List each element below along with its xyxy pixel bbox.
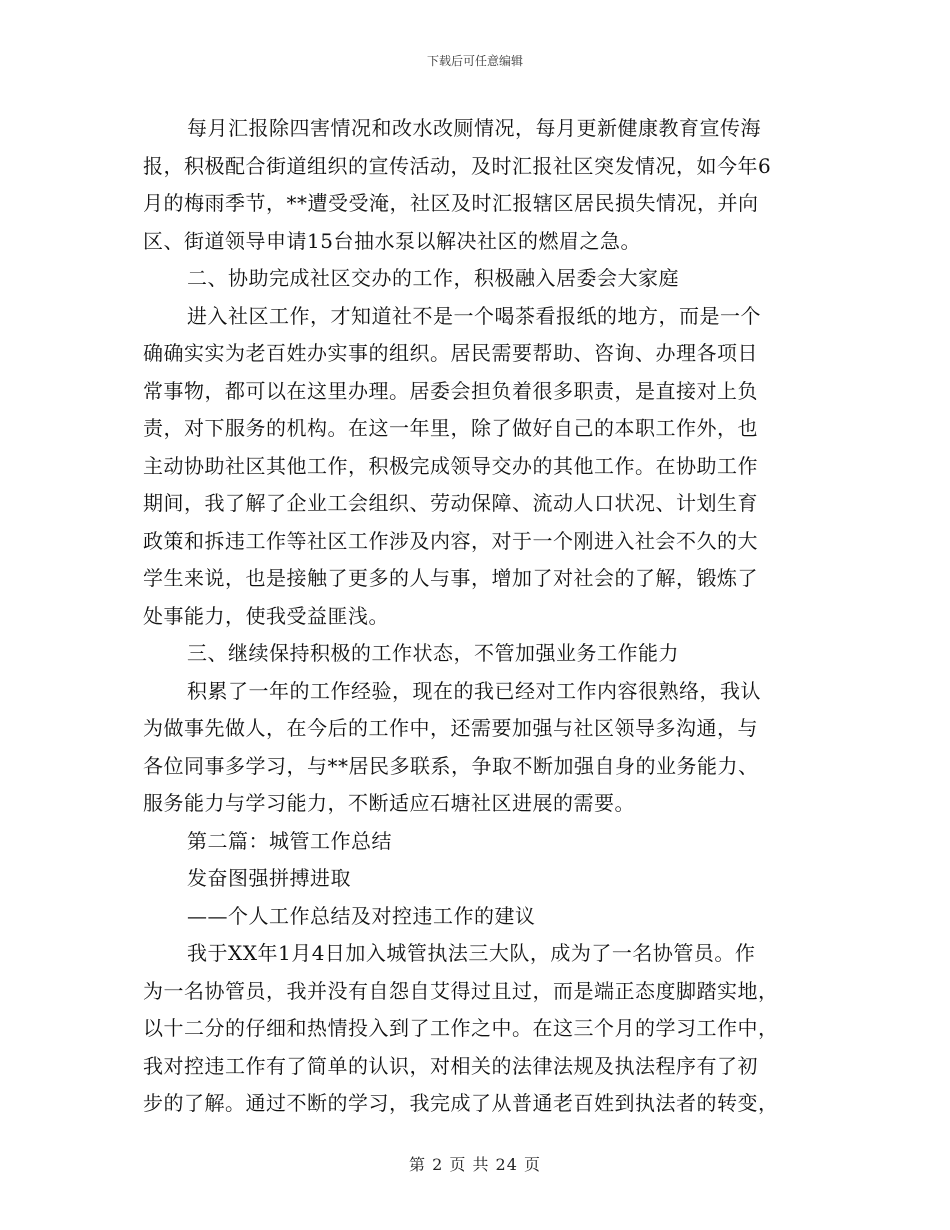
paragraph-line: 区、街道领导申请15台抽水泵以解决社区的燃眉之急。 bbox=[143, 228, 641, 253]
paragraph-line: 学生来说，也是接触了更多的人与事，增加了对社会的了解，锻炼了 bbox=[143, 566, 758, 590]
paragraph-line: 服务能力与学习能力，不断适应石塘社区进展的需要。 bbox=[143, 791, 635, 815]
paragraph-line: 每月汇报除四害情况和改水改厕情况，每月更新健康教育宣传海 bbox=[187, 116, 761, 140]
paragraph-line: 确确实实为老百姓办实事的组织。居民需要帮助、咨询、办理各项日 bbox=[143, 341, 758, 365]
article-title: 发奋图强拼搏进取 bbox=[187, 866, 351, 890]
paragraph-line: 报，积极配合街道组织的宣传活动，及时汇报社区突发情况，如今年6 bbox=[143, 153, 772, 178]
paragraph-line: 为做事先做人，在今后的工作中，还需要加强与社区领导多沟通，与 bbox=[143, 716, 758, 740]
paragraph-line: 我对控违工作有了简单的认识，对相关的法律法规及执法程序有了初 bbox=[143, 1053, 758, 1078]
chapter-title: 第二篇：城管工作总结 bbox=[187, 828, 392, 853]
page-prefix: 第 bbox=[408, 1155, 426, 1174]
page-footer bbox=[0, 1152, 950, 1175]
page-number-current: 2 bbox=[432, 1155, 444, 1174]
paragraph-line: 政策和拆违工作等社区工作涉及内容，对于一个刚进入社会不久的大 bbox=[143, 528, 758, 553]
paragraph-line: 为一名协管员，我并没有自怨自艾得过且过，而是端正态度脚踏实地， bbox=[143, 978, 779, 1003]
paragraph-line: 常事物，都可以在这里办理。居委会担负着很多职责，是直接对上负 bbox=[143, 378, 758, 403]
paragraph-line: 处事能力，使我受益匪浅。 bbox=[143, 603, 389, 628]
paragraph-line: 积累了一年的工作经验，现在的我已经对工作内容很熟络，我认 bbox=[187, 678, 761, 703]
paragraph-line: 月的梅雨季节，**遭受受淹，社区及时汇报辖区居民损失情况，并向 bbox=[143, 191, 759, 215]
page-number-total: 24 bbox=[495, 1155, 518, 1174]
paragraph-line: 步的了解。通过不断的学习，我完成了从普通老百姓到执法者的转变， bbox=[143, 1091, 779, 1115]
article-subtitle: ——个人工作总结及对控违工作的建议 bbox=[187, 903, 536, 928]
paragraph-line: 主动协助社区其他工作，积极完成领导交办的其他工作。在协助工作 bbox=[143, 453, 758, 478]
paragraph-line: 进入社区工作，才知道社不是一个喝茶看报纸的地方，而是一个 bbox=[187, 303, 761, 328]
section-heading: 三、继续保持积极的工作状态，不管加强业务工作能力 bbox=[187, 641, 679, 665]
section-heading: 二、协助完成社区交办的工作，积极融入居委会大家庭 bbox=[187, 266, 679, 290]
paragraph-line: 责，对下服务的机构。在这一年里，除了做好自己的本职工作外，也 bbox=[143, 416, 758, 440]
page-mid: 页 共 bbox=[449, 1155, 490, 1174]
paragraph-line: 我于XX年1月4日加入城管执法三大队，成为了一名协管员。作 bbox=[187, 941, 756, 965]
paragraph-line: 以十二分的仔细和热情投入到了工作之中。在这三个月的学习工作中， bbox=[143, 1016, 779, 1040]
paragraph-line: 期间，我了解了企业工会组织、劳动保障、流动人口状况、计划生育 bbox=[143, 491, 758, 515]
page-suffix: 页 bbox=[524, 1155, 542, 1174]
document-body bbox=[143, 110, 813, 1123]
page-header: 下载后可任意编辑 bbox=[426, 54, 523, 68]
paragraph-line: 各位同事多学习，与**居民多联系，争取不断加强自身的业务能力、 bbox=[143, 753, 759, 778]
